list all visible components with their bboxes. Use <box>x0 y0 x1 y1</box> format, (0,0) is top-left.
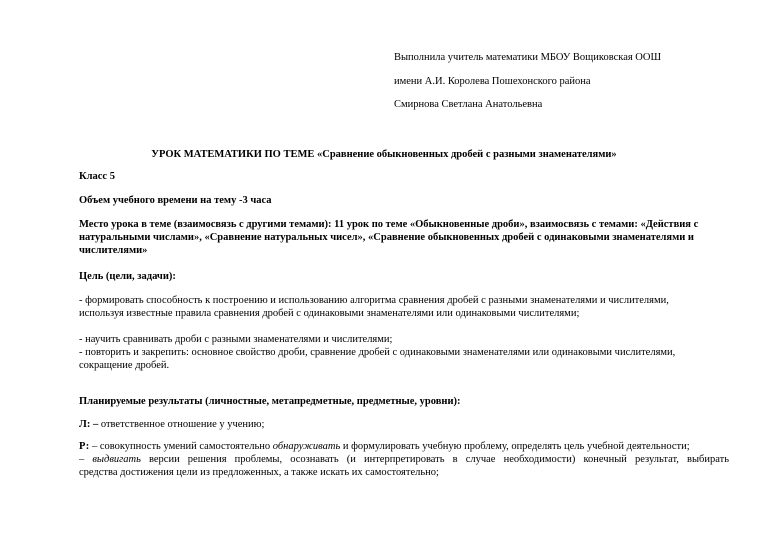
personal-results <box>79 418 729 431</box>
lesson-place-line-3: числителями» <box>79 245 148 256</box>
lesson-place-line-2: натуральными числами», «Сравнение натуральных чисел», «Сравнение обыкновенных дробей с одинаковыми знаменателями и <box>79 232 694 243</box>
goal-2-line-2: - повторить и закрепить: основное свойство дроби, сравнение дробей с одинаковыми знаменателями или одинаковыми числителями, <box>79 347 676 358</box>
regulatory-line-3: средства достижения цели из предложенных, а также искать их самостоятельно; <box>79 467 439 478</box>
author-line-3: Смирнова Светлана Анатольевна <box>394 99 543 110</box>
author-line-1: Выполнила учитель математики МБОУ Вощиковская ООШ <box>394 52 662 63</box>
regulatory-line-2: – выдвигать версии решения проблемы, осознавать (и интерпретировать в случае необходимости) конечный результат, выбирать <box>79 454 729 465</box>
goal-paragraph-2 <box>79 333 729 372</box>
author-line-2: имени А.И. Королева Пошехонского района <box>394 76 591 87</box>
regulatory-italic-2: выдвигать <box>92 454 141 465</box>
goal-1-line-1: - формировать способность к построению и использованию алгоритма сравнения дробей с разными знаменателями и числителями, <box>79 295 669 306</box>
results-heading: Планируемые результаты (личностные, метапредметные, предметные, уровни): <box>79 396 461 407</box>
lesson-place-line-1: Место урока в теме (взаимосвязь с другими темами): 11 урок по теме «Обыкновенные дроби», взаимосвязь с темами: «Действия с <box>79 219 699 230</box>
lesson-title: УРОК МАТЕМАТИКИ ПО ТЕМЕ «Сравнение обыкновенных дробей с разными знаменателями» <box>151 149 617 160</box>
personal-text: ответственное отношение у учению; <box>98 419 265 430</box>
goal-2-line-3: сокращение дробей. <box>79 360 170 371</box>
regulatory-results <box>79 440 729 479</box>
lesson-place-paragraph <box>79 218 729 257</box>
time-line: Объем учебного времени на тему -3 часа <box>79 195 272 206</box>
goal-heading: Цель (цели, задачи): <box>79 271 176 282</box>
goal-paragraph-1 <box>79 294 729 320</box>
regulatory-line-1: Р: – совокупность умений самостоятельно обнаруживать и формулировать учебную проблему, определять цель учебной деятельности; <box>79 441 690 452</box>
regulatory-label: Р: <box>79 441 90 452</box>
goal-2-line-1: - научить сравнивать дроби с разными знаменателями и числителями; <box>79 334 393 345</box>
regulatory-italic-1: обнаруживать <box>272 441 341 452</box>
class-line: Класс 5 <box>79 171 115 182</box>
personal-label: Л: – <box>79 419 99 430</box>
goal-1-line-2: используя известные правила сравнения дробей с одинаковыми знаменателями или одинаковыми числителями; <box>79 308 580 319</box>
